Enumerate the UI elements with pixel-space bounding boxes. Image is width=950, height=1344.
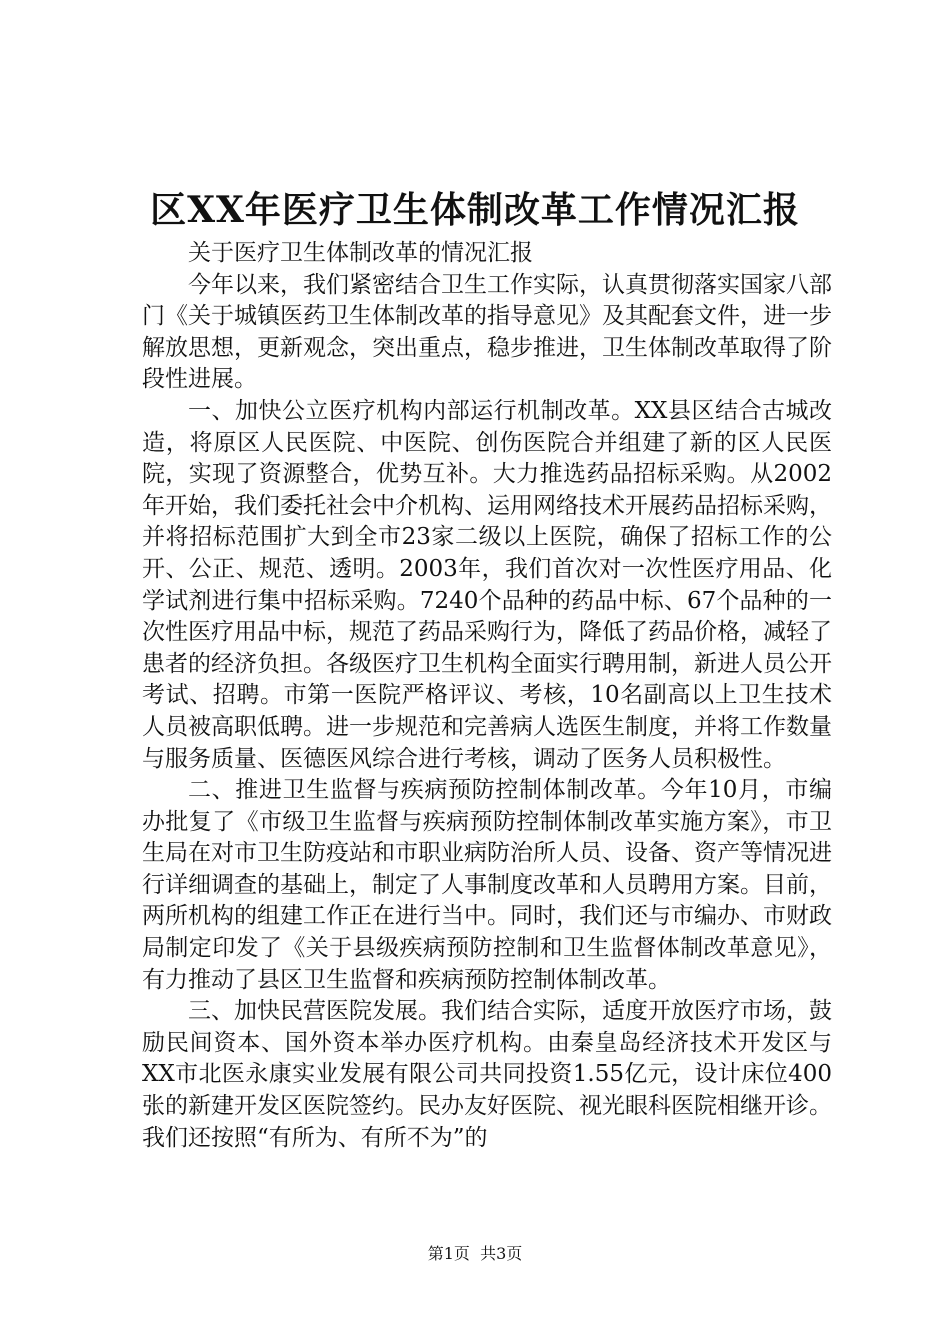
paragraph-subtitle: 关于医疗卫生体制改革的情况汇报 xyxy=(188,240,533,266)
document-body xyxy=(142,238,832,1154)
paragraph-section-3: 三、加快民营医院发展。我们结合实际，适度开放医疗市场，鼓励民间资本、国外资本举办医疗机构。由秦皇岛经济技术开发区与XX市北医永康实业发展有限公司共同投资1.55亿元，设计床位400张的新建开发区医院签约。民办友好医院、视光眼科医院相继开诊。我们还按照“有所为、有所不为”的 xyxy=(142,998,832,1151)
document-title: 区XX年医疗卫生体制改革工作情况汇报 xyxy=(150,189,800,231)
page-total: 共3页 xyxy=(480,1244,523,1263)
paragraph-intro: 今年以来，我们紧密结合卫生工作实际，认真贯彻落实国家八部门《关于城镇医药卫生体制改革的指导意见》及其配套文件，进一步解放思想，更新观念，突出重点，稳步推进，卫生体制改革取得了阶段性进展。 xyxy=(142,271,832,393)
page-number: 第1页 xyxy=(427,1244,470,1263)
paragraph-section-2: 二、推进卫生监督与疾病预防控制体制改革。今年10月，市编办批复了《市级卫生监督与疾病预防控制体制改革实施方案》，市卫生局在对市卫生防疫站和市职业病防治所人员、设备、资产等情况进行详细调查的基础上，制定了人事制度改革和人员聘用方案。目前，两所机构的组建工作正在进行当中。同时，我们还与市编办、市财政局制定印发了《关于县级疾病预防控制和卫生监督体制改革意见》，有力推动了县区卫生监督和疾病预防控制体制改革。 xyxy=(142,777,832,993)
paragraph-section-1: 一、加快公立医疗机构内部运行机制改革。XX县区结合古城改造，将原区人民医院、中医院、创伤医院合并组建了新的区人民医院，实现了资源整合，优势互补。大力推选药品招标采购。从2002年开始，我们委托社会中介机构、运用网络技术开展药品招标采购，并将招标范围扩大到全市23家二级以上医院，确保了招标工作的公开、公正、规范、透明。2003年，我们首次对一次性医疗用品、化学试剂进行集中招标采购。7240个品种的药品中标、67个品种的一次性医疗用品中标，规范了药品采购行为，降低了药品价格，减轻了患者的经济负担。各级医疗卫生机构全面实行聘用制，新进人员公开考试、招聘。市第一医院严格评议、考核，10名副高以上卫生技术人员被高职低聘。进一步规范和完善病人选医生制度，并将工作数量与服务质量、医德医风综合进行考核，调动了医务人员积极性。 xyxy=(142,397,832,772)
page-footer xyxy=(0,1242,950,1266)
